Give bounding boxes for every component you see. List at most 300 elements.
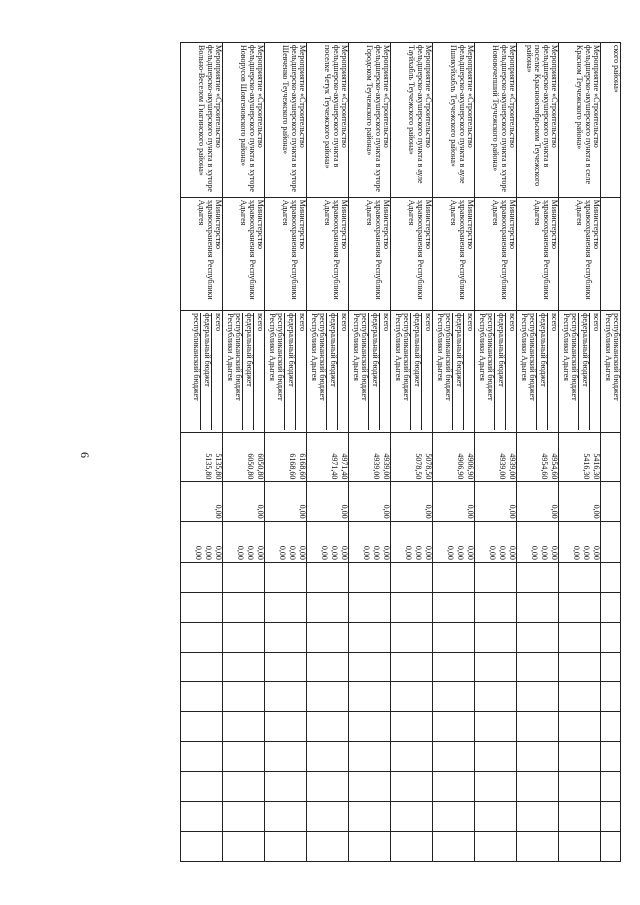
empty-cell xyxy=(349,742,391,772)
value-line xyxy=(192,435,202,480)
value-cell xyxy=(307,432,349,482)
budget-cell xyxy=(223,311,265,433)
executor-cell xyxy=(265,197,307,310)
value-line: 0,00 xyxy=(508,545,517,560)
executor-cell xyxy=(433,197,475,310)
value-line: 0,00 xyxy=(572,545,581,560)
value-line xyxy=(244,484,254,518)
table-row-continued xyxy=(601,43,621,862)
measure-cell xyxy=(181,43,223,198)
executor-cell xyxy=(181,197,223,310)
empty-cell xyxy=(307,622,349,652)
empty-cell xyxy=(475,772,517,802)
value-cell xyxy=(601,432,621,482)
value-line xyxy=(202,484,212,518)
empty-cell xyxy=(223,712,265,742)
measure-text: ского района» xyxy=(612,45,621,93)
measure-text: Мероприятие «Строительство фельдшерско-акушерского пункта в хуторе Городском Теучежского района» xyxy=(365,45,391,192)
measure-text: Мероприятие «Строительство фельдшерско-акушерского пункта в хуторе Шевченко Теучежского района» xyxy=(281,45,307,192)
measure-cell xyxy=(223,43,265,198)
table-row xyxy=(433,43,475,862)
empty-cell xyxy=(307,682,349,712)
empty-cell xyxy=(559,562,601,592)
measure-cell xyxy=(475,43,517,198)
executor-text: Министерство здравоохранения Республики Адыгея xyxy=(239,199,265,300)
empty-cell xyxy=(181,742,223,772)
value-line: 0,00 xyxy=(550,504,559,519)
empty-cell xyxy=(265,802,307,832)
budget-line: республиканский бюджет Республики Адыгея xyxy=(351,313,369,401)
budget-line: республиканский бюджет Республики Адыгея xyxy=(267,313,285,401)
empty-cell xyxy=(559,831,601,861)
empty-cell xyxy=(181,622,223,652)
value-line: 0,00 xyxy=(404,545,413,560)
value-line: 4971,40 xyxy=(330,453,339,480)
empty-cell xyxy=(475,592,517,622)
empty-cell xyxy=(517,562,559,592)
value-cell xyxy=(307,482,349,521)
value-cell xyxy=(391,521,433,562)
empty-cell xyxy=(391,831,433,861)
empty-cell xyxy=(265,652,307,682)
budget-line: федеральный бюджет xyxy=(200,313,211,430)
empty-cell xyxy=(349,652,391,682)
value-line xyxy=(328,484,338,518)
budget-line: республиканский бюджет Республики Адыгея xyxy=(435,313,453,401)
value-line: 4939,00 xyxy=(372,453,381,480)
empty-cell xyxy=(391,652,433,682)
empty-cell xyxy=(265,831,307,861)
budget-line: федеральный бюджет xyxy=(242,313,253,430)
budget-line: всего xyxy=(547,313,558,430)
value-line: 0,00 xyxy=(592,545,601,560)
budget-line: республиканский бюджет Республики Адыгея xyxy=(309,313,327,401)
value-cell xyxy=(223,521,265,562)
value-cell xyxy=(433,482,475,521)
empty-cell xyxy=(433,652,475,682)
empty-cell xyxy=(223,682,265,712)
value-line xyxy=(454,484,464,518)
page-number: 6 xyxy=(78,452,92,458)
budget-line: федеральный бюджет xyxy=(368,313,379,430)
empty-cell xyxy=(559,682,601,712)
empty-cell xyxy=(307,802,349,832)
empty-cell xyxy=(349,622,391,652)
value-cell xyxy=(265,432,307,482)
empty-cell xyxy=(349,772,391,802)
empty-cell xyxy=(601,562,621,592)
empty-cell xyxy=(391,802,433,832)
empty-cell xyxy=(391,562,433,592)
executor-cell xyxy=(223,197,265,310)
value-line: 0,00 xyxy=(466,545,475,560)
value-cell xyxy=(223,432,265,482)
table-body xyxy=(181,43,621,862)
budget-line: федеральный бюджет xyxy=(284,313,295,430)
value-line: 0,00 xyxy=(382,504,391,519)
value-line xyxy=(360,484,370,518)
budget-line: всего xyxy=(379,313,390,430)
value-line: 4971,40 xyxy=(340,453,349,480)
empty-cell xyxy=(433,802,475,832)
budget-cell xyxy=(517,311,559,433)
value-cell xyxy=(181,482,223,521)
value-line: 5416,30 xyxy=(582,453,591,480)
budget-line: федеральный бюджет xyxy=(494,313,505,430)
value-line: 0,00 xyxy=(256,545,265,560)
measure-text: Мероприятие «Строительство фельдшерско-акушерского пункта в хуторе Вольно-Веселом Гиагинского района» xyxy=(197,45,223,192)
value-line: 0,00 xyxy=(550,545,559,560)
empty-cell xyxy=(181,592,223,622)
value-line: 0,00 xyxy=(340,504,349,519)
budget-cell xyxy=(433,311,475,433)
measure-cell xyxy=(307,43,349,198)
budget-line: всего xyxy=(505,313,516,430)
value-line: 4954,60 xyxy=(550,453,559,480)
value-line: 0,00 xyxy=(298,504,307,519)
table-row xyxy=(349,43,391,862)
empty-cell xyxy=(517,712,559,742)
value-cell xyxy=(181,521,223,562)
empty-cell xyxy=(559,742,601,772)
value-line xyxy=(276,484,286,518)
empty-cell xyxy=(475,652,517,682)
value-line: 0,00 xyxy=(214,545,223,560)
empty-cell xyxy=(265,622,307,652)
empty-cell xyxy=(181,562,223,592)
value-line: 0,00 xyxy=(288,545,297,560)
value-line xyxy=(528,435,538,480)
value-cell xyxy=(517,432,559,482)
empty-cell xyxy=(475,622,517,652)
value-line: 0,00 xyxy=(246,545,255,560)
value-line: 4939,00 xyxy=(508,453,517,480)
value-line xyxy=(496,484,506,518)
budget-line: федеральный бюджет xyxy=(326,313,337,430)
empty-cell xyxy=(433,682,475,712)
value-cell xyxy=(559,482,601,521)
table-row xyxy=(391,43,433,862)
executor-text: Министерство здравоохранения Республики Адыгея xyxy=(575,199,601,300)
measure-cell xyxy=(517,43,559,198)
value-cell xyxy=(517,521,559,562)
value-line xyxy=(402,435,412,480)
empty-cell xyxy=(307,562,349,592)
budget-line: всего xyxy=(337,313,348,430)
value-line: 0,00 xyxy=(508,504,517,519)
value-cell xyxy=(265,482,307,521)
budget-line: всего xyxy=(589,313,600,430)
value-line: 0,00 xyxy=(498,545,507,560)
value-line: 0,00 xyxy=(372,545,381,560)
value-line: 0,00 xyxy=(424,545,433,560)
budget-cell xyxy=(349,311,391,433)
value-line xyxy=(570,484,580,518)
empty-cell xyxy=(181,772,223,802)
empty-cell xyxy=(601,742,621,772)
value-line: 4906,90 xyxy=(456,453,465,480)
measure-text: Мероприятие «Строительство фельдшерско-акушерского пункта в ауле Тауйхабль Теучежского района» xyxy=(407,45,433,184)
value-line xyxy=(444,484,454,518)
measure-cell xyxy=(433,43,475,198)
empty-cell xyxy=(349,592,391,622)
value-cell xyxy=(517,482,559,521)
value-line: 0,00 xyxy=(194,545,203,560)
empty-cell xyxy=(181,682,223,712)
empty-cell xyxy=(223,562,265,592)
value-line xyxy=(580,484,590,518)
empty-cell xyxy=(391,682,433,712)
measure-cell xyxy=(559,43,601,198)
value-line: 0,00 xyxy=(362,545,371,560)
executor-text: Министерство здравоохранения Республики Адыгея xyxy=(197,199,223,300)
value-line xyxy=(360,435,370,480)
empty-cell xyxy=(601,802,621,832)
value-line: 4939,00 xyxy=(498,453,507,480)
empty-cell xyxy=(307,652,349,682)
value-line: 4939,00 xyxy=(382,453,391,480)
measure-text: Мероприятие «Строительство фельдшерско-акушерского пункта в ауле Пшикуйхабль Теучежского района» xyxy=(449,45,475,184)
empty-cell xyxy=(223,742,265,772)
value-line: 0,00 xyxy=(298,545,307,560)
empty-cell xyxy=(517,802,559,832)
value-line: 0,00 xyxy=(382,545,391,560)
empty-cell xyxy=(349,712,391,742)
budget-line: всего xyxy=(253,313,264,430)
value-line xyxy=(486,484,496,518)
value-line xyxy=(318,435,328,480)
empty-cell xyxy=(223,831,265,861)
executor-cell xyxy=(391,197,433,310)
empty-cell xyxy=(223,622,265,652)
empty-cell xyxy=(307,592,349,622)
empty-cell xyxy=(559,712,601,742)
empty-cell xyxy=(307,772,349,802)
executor-text: Министерство здравоохранения Республики Адыгея xyxy=(365,199,391,300)
empty-cell xyxy=(601,712,621,742)
empty-cell xyxy=(349,831,391,861)
value-line xyxy=(486,435,496,480)
empty-cell xyxy=(307,742,349,772)
value-line: 0,00 xyxy=(582,545,591,560)
measure-cell xyxy=(349,43,391,198)
empty-cell xyxy=(349,802,391,832)
value-cell xyxy=(181,432,223,482)
value-line xyxy=(192,484,202,518)
value-cell xyxy=(391,482,433,521)
empty-cell xyxy=(391,712,433,742)
table-row xyxy=(223,43,265,862)
empty-cell xyxy=(349,682,391,712)
value-cell xyxy=(475,521,517,562)
executor-cell xyxy=(307,197,349,310)
value-line: 0,00 xyxy=(204,545,213,560)
measure-text: Мероприятие «Строительство фельдшерско-акушерского пункта в хуторе Нововочепший Теучежского района» xyxy=(491,45,517,192)
budget-line: всего xyxy=(295,313,306,430)
empty-cell xyxy=(475,712,517,742)
budget-line: федеральный бюджет xyxy=(578,313,589,430)
table-row xyxy=(265,43,307,862)
value-line: 5135,80 xyxy=(204,453,213,480)
value-cell xyxy=(559,521,601,562)
value-line: 4906,90 xyxy=(466,453,475,480)
value-line: 0,00 xyxy=(424,504,433,519)
empty-cell xyxy=(223,802,265,832)
value-line: 0,00 xyxy=(236,545,245,560)
value-line: 6168,60 xyxy=(298,453,307,480)
executor-text: Министерство здравоохранения Республики Адыгея xyxy=(533,199,559,300)
empty-cell xyxy=(601,622,621,652)
budget-line: федеральный бюджет xyxy=(536,313,547,430)
measure-cell xyxy=(601,43,621,198)
measure-cell xyxy=(391,43,433,198)
table-row xyxy=(559,43,601,862)
budget-cell xyxy=(559,311,601,433)
executor-text: Министерство здравоохранения Республики Адыгея xyxy=(407,199,433,300)
value-line: 0,00 xyxy=(466,504,475,519)
value-line xyxy=(370,484,380,518)
value-line: 6050,80 xyxy=(246,453,255,480)
value-line: 0,00 xyxy=(340,545,349,560)
empty-cell xyxy=(433,772,475,802)
budget-line: федеральный бюджет xyxy=(410,313,421,430)
empty-cell xyxy=(475,831,517,861)
table-row xyxy=(517,43,559,862)
empty-cell xyxy=(265,742,307,772)
empty-cell xyxy=(517,682,559,712)
empty-cell xyxy=(181,712,223,742)
empty-cell xyxy=(265,682,307,712)
value-cell xyxy=(307,521,349,562)
value-line xyxy=(538,484,548,518)
program-table xyxy=(180,42,621,862)
budget-line: республиканский бюджет xyxy=(192,313,201,401)
budget-cell xyxy=(601,311,621,433)
value-cell xyxy=(475,482,517,521)
empty-cell xyxy=(475,742,517,772)
empty-cell xyxy=(517,652,559,682)
empty-cell xyxy=(223,652,265,682)
budget-line: республиканский бюджет Республики Адыгея xyxy=(561,313,579,401)
value-cell xyxy=(433,521,475,562)
empty-cell xyxy=(517,592,559,622)
value-line xyxy=(234,484,244,518)
empty-cell xyxy=(391,622,433,652)
rotated-table-container xyxy=(91,42,621,862)
value-line: 0,00 xyxy=(320,545,329,560)
budget-line: всего xyxy=(211,313,222,430)
value-cell xyxy=(391,432,433,482)
measure-text: Мероприятие «Строительство фельдшерско-акушерского пункта в поселке Краснооктябрьском Теучежского района» xyxy=(524,45,559,187)
empty-cell xyxy=(433,622,475,652)
empty-cell xyxy=(433,562,475,592)
empty-cell xyxy=(265,562,307,592)
empty-cell xyxy=(601,831,621,861)
empty-cell xyxy=(181,802,223,832)
budget-line: республиканский бюджет Республики Адыгея xyxy=(225,313,243,401)
empty-cell xyxy=(307,712,349,742)
empty-cell xyxy=(475,562,517,592)
empty-cell xyxy=(601,772,621,802)
value-line: 4954,60 xyxy=(540,453,549,480)
budget-cell xyxy=(307,311,349,433)
value-line: 5416,30 xyxy=(592,453,601,480)
value-line: 0,00 xyxy=(540,545,549,560)
budget-cell xyxy=(475,311,517,433)
value-cell xyxy=(601,521,621,562)
empty-cell xyxy=(265,712,307,742)
value-line xyxy=(286,484,296,518)
empty-cell xyxy=(391,772,433,802)
empty-cell xyxy=(559,802,601,832)
measure-text: Мероприятие «Строительство фельдшерско-акушерского пункта в поселке Четук Теучежского района» xyxy=(323,45,349,169)
executor-cell xyxy=(475,197,517,310)
value-line xyxy=(402,484,412,518)
budget-cell xyxy=(181,311,223,433)
executor-cell xyxy=(559,197,601,310)
value-line: 5135,80 xyxy=(214,453,223,480)
value-cell xyxy=(349,432,391,482)
measure-text: Мероприятие «Строительство фельдшерско-акушерского пункта в селе Красном Теучежского района» xyxy=(575,45,601,185)
value-line: 6168,60 xyxy=(288,453,297,480)
budget-line: республиканский бюджет Республики Адыгея xyxy=(519,313,537,401)
empty-cell xyxy=(265,772,307,802)
value-line: 6050,80 xyxy=(256,453,265,480)
budget-line: федеральный бюджет xyxy=(452,313,463,430)
value-line xyxy=(234,435,244,480)
empty-cell xyxy=(223,772,265,802)
empty-cell xyxy=(265,592,307,622)
empty-cell xyxy=(433,831,475,861)
empty-cell xyxy=(181,652,223,682)
table-row xyxy=(181,43,223,862)
value-line xyxy=(412,484,422,518)
value-line: 0,00 xyxy=(592,504,601,519)
value-line xyxy=(318,484,328,518)
empty-cell xyxy=(517,742,559,772)
executor-text: Министерство здравоохранения Республики Адыгея xyxy=(281,199,307,300)
empty-cell xyxy=(559,772,601,802)
empty-cell xyxy=(475,682,517,712)
value-cell xyxy=(349,482,391,521)
value-cell xyxy=(559,432,601,482)
budget-line: всего xyxy=(421,313,432,430)
value-line xyxy=(444,435,454,480)
table-row xyxy=(475,43,517,862)
executor-text: Министерство здравоохранения Республики Адыгея xyxy=(323,199,349,300)
value-cell xyxy=(601,482,621,521)
executor-cell xyxy=(601,197,621,310)
empty-cell xyxy=(517,831,559,861)
value-line: 0,00 xyxy=(214,504,223,519)
empty-cell xyxy=(601,652,621,682)
empty-cell xyxy=(559,592,601,622)
budget-cell xyxy=(391,311,433,433)
empty-cell xyxy=(391,742,433,772)
table-row xyxy=(307,43,349,862)
value-line: 0,00 xyxy=(414,545,423,560)
executor-text: Министерство здравоохранения Республики Адыгея xyxy=(491,199,517,300)
empty-cell xyxy=(433,592,475,622)
value-line: 0,00 xyxy=(488,545,497,560)
empty-cell xyxy=(433,712,475,742)
value-line: 5078,50 xyxy=(414,453,423,480)
executor-text: Министерство здравоохранения Республики Адыгея xyxy=(449,199,475,300)
budget-line: республиканский бюджет Республики Адыгея xyxy=(393,313,411,401)
value-cell xyxy=(475,432,517,482)
empty-cell xyxy=(517,772,559,802)
executor-cell xyxy=(349,197,391,310)
